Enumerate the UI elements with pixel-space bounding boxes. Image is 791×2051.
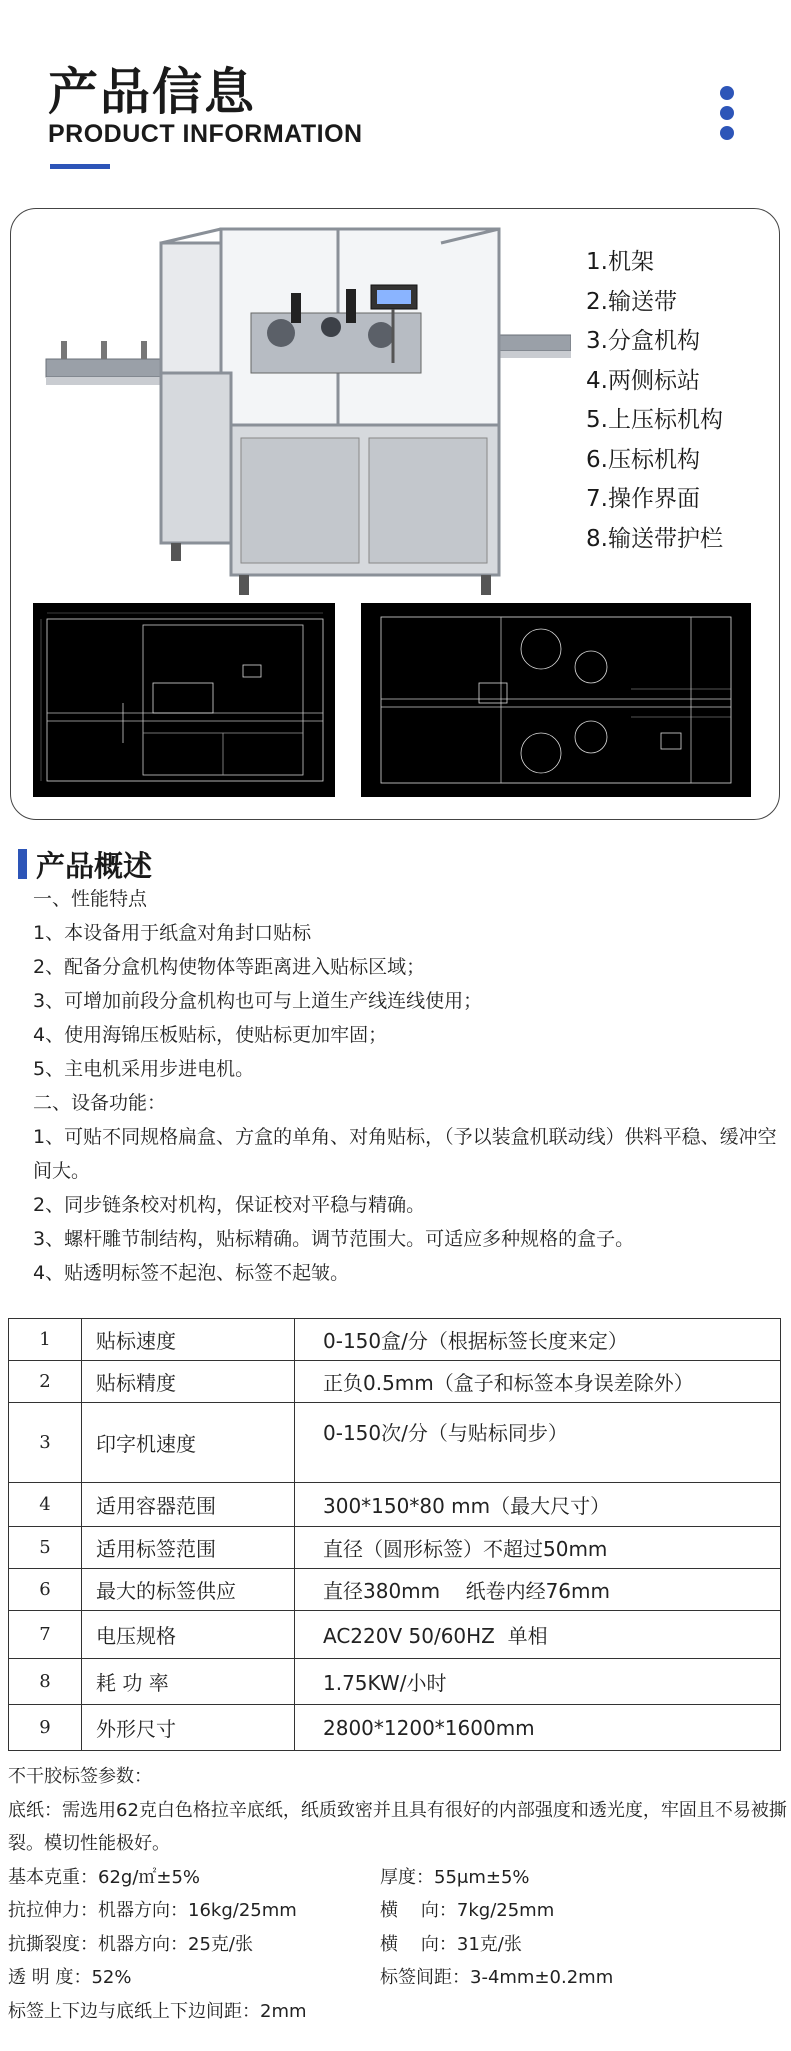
spec-no: 5 bbox=[9, 1527, 82, 1569]
title-underline bbox=[50, 164, 110, 169]
param-right: 横 向：31克/张 bbox=[380, 1933, 522, 1955]
spec-no: 8 bbox=[9, 1659, 82, 1705]
params-row bbox=[8, 1861, 788, 1895]
spec-name: 贴标精度 bbox=[82, 1361, 295, 1403]
params-row bbox=[8, 1894, 788, 1928]
machine-illustration bbox=[41, 223, 571, 613]
table-row bbox=[9, 1611, 781, 1659]
param-right: 横 向：7kg/25mm bbox=[380, 1900, 555, 1921]
part-item: 2.输送带 bbox=[586, 288, 677, 315]
overview-line: 二、设备功能： bbox=[33, 1092, 167, 1114]
overview-line: 4、贴透明标签不起泡、标签不起皱。 bbox=[33, 1262, 350, 1284]
spec-value: 1.75KW/小时 bbox=[295, 1659, 781, 1705]
overview-line: 2、配备分盒机构使物体等距离进入贴标区域； bbox=[33, 956, 426, 978]
spec-no: 1 bbox=[9, 1319, 82, 1361]
param-left: 透 明 度：52% bbox=[8, 1967, 132, 1988]
part-item: 3.分盒机构 bbox=[586, 328, 700, 354]
overview-text bbox=[33, 882, 783, 1290]
spec-value: 正负0.5mm（盒子和标签本身误差除外） bbox=[295, 1361, 781, 1403]
spec-name: 外形尺寸 bbox=[82, 1705, 295, 1751]
cad-drawing-top bbox=[361, 603, 751, 797]
spec-value: AC220V 50/60HZ 单相 bbox=[295, 1611, 781, 1659]
spec-name: 适用容器范围 bbox=[82, 1483, 295, 1527]
spec-value: 0-150次/分（与贴标同步） bbox=[295, 1403, 781, 1483]
table-row bbox=[9, 1569, 781, 1611]
spec-value: 2800*1200*1600mm bbox=[295, 1705, 781, 1751]
param-left: 抗拉伸力：机器方向：16kg/25mm bbox=[8, 1900, 297, 1921]
table-row bbox=[9, 1705, 781, 1751]
part-item: 1.机架 bbox=[586, 249, 654, 275]
page-title: 产品信息 bbox=[48, 63, 256, 121]
cad-drawing-front bbox=[33, 603, 335, 797]
part-item: 8.输送带护栏 bbox=[586, 525, 723, 552]
parts-list bbox=[586, 243, 723, 559]
overview-line: 3、螺杆雕节制结构，贴标精确。调节范围大。可适应多种规格的盒子。 bbox=[33, 1228, 635, 1250]
part-item: 4.两侧标站 bbox=[586, 367, 700, 394]
spec-value: 300*150*80 mm（最大尺寸） bbox=[295, 1483, 781, 1527]
overview-section-title bbox=[18, 848, 153, 883]
params-heading: 不干胶标签参数： bbox=[8, 1766, 152, 1787]
table-row bbox=[9, 1659, 781, 1705]
page-header bbox=[0, 0, 791, 200]
table-row bbox=[9, 1483, 781, 1527]
param-right: 标签间距：3-4mm±0.2mm bbox=[380, 1967, 614, 1988]
params-row bbox=[8, 1928, 788, 1962]
param-right: 厚度：55μm±5% bbox=[380, 1866, 530, 1888]
spec-no: 4 bbox=[9, 1483, 82, 1527]
spec-name: 最大的标签供应 bbox=[82, 1569, 295, 1611]
overview-line: 1、可贴不同规格扁盒、方盒的单角、对角贴标，（予以装盒机联动线）供料平稳、缓冲空间大。 bbox=[33, 1126, 777, 1182]
spec-no: 9 bbox=[9, 1705, 82, 1751]
spec-no: 3 bbox=[9, 1403, 82, 1483]
table-row bbox=[9, 1403, 781, 1483]
overview-line: 4、使用海锦压板贴标，使贴标更加牢固； bbox=[33, 1024, 388, 1046]
overview-line: 2、同步链条校对机构，保证校对平稳与精确。 bbox=[33, 1194, 426, 1216]
params-row bbox=[8, 1961, 788, 1995]
spec-value: 0-150盒/分（根据标签长度来定） bbox=[295, 1319, 781, 1361]
section-title-text: 产品概述 bbox=[36, 848, 153, 883]
product-card bbox=[10, 208, 780, 820]
spec-no: 7 bbox=[9, 1611, 82, 1659]
spec-name: 印字机速度 bbox=[82, 1403, 295, 1483]
params-last: 标签上下边与底纸上下边间距：2mm bbox=[8, 2000, 307, 2022]
overview-line: 一、性能特点 bbox=[33, 888, 148, 910]
overview-line: 1、本设备用于纸盒对角封口贴标 bbox=[33, 922, 312, 944]
spec-value: 直径（圆形标签）不超过50mm bbox=[295, 1527, 781, 1569]
overview-line: 5、主电机采用步进电机。 bbox=[33, 1058, 255, 1080]
table-row bbox=[9, 1527, 781, 1569]
spec-name: 适用标签范围 bbox=[82, 1527, 295, 1569]
part-item: 5.上压标机构 bbox=[586, 407, 723, 433]
spec-value: 直径380mm 纸卷内经76mm bbox=[295, 1569, 781, 1611]
section-marker bbox=[18, 849, 27, 879]
page-subtitle: PRODUCT INFORMATION bbox=[48, 120, 363, 148]
params-paper: 底纸：需选用62克白色格拉辛底纸，纸质致密并且具有很好的内部强度和透光度，牢固且不易被撕裂。模切性能极好。 bbox=[8, 1799, 787, 1854]
spec-no: 2 bbox=[9, 1361, 82, 1403]
spec-table bbox=[8, 1318, 781, 1751]
spec-name: 电压规格 bbox=[82, 1611, 295, 1659]
spec-name: 贴标速度 bbox=[82, 1319, 295, 1361]
spec-no: 6 bbox=[9, 1569, 82, 1611]
param-left: 基本克重：62g/㎡±5% bbox=[8, 1866, 201, 1888]
part-item: 7.操作界面 bbox=[586, 486, 700, 512]
more-dots-icon bbox=[720, 86, 734, 146]
param-left: 抗撕裂度：机器方向：25克/张 bbox=[8, 1933, 253, 1955]
label-params bbox=[8, 1760, 788, 2028]
overview-line: 3、可增加前段分盒机构也可与上道生产线连线使用； bbox=[33, 990, 483, 1012]
table-row bbox=[9, 1361, 781, 1403]
part-item: 6.压标机构 bbox=[586, 446, 700, 473]
table-row bbox=[9, 1319, 781, 1361]
spec-name: 耗 功 率 bbox=[82, 1659, 295, 1705]
